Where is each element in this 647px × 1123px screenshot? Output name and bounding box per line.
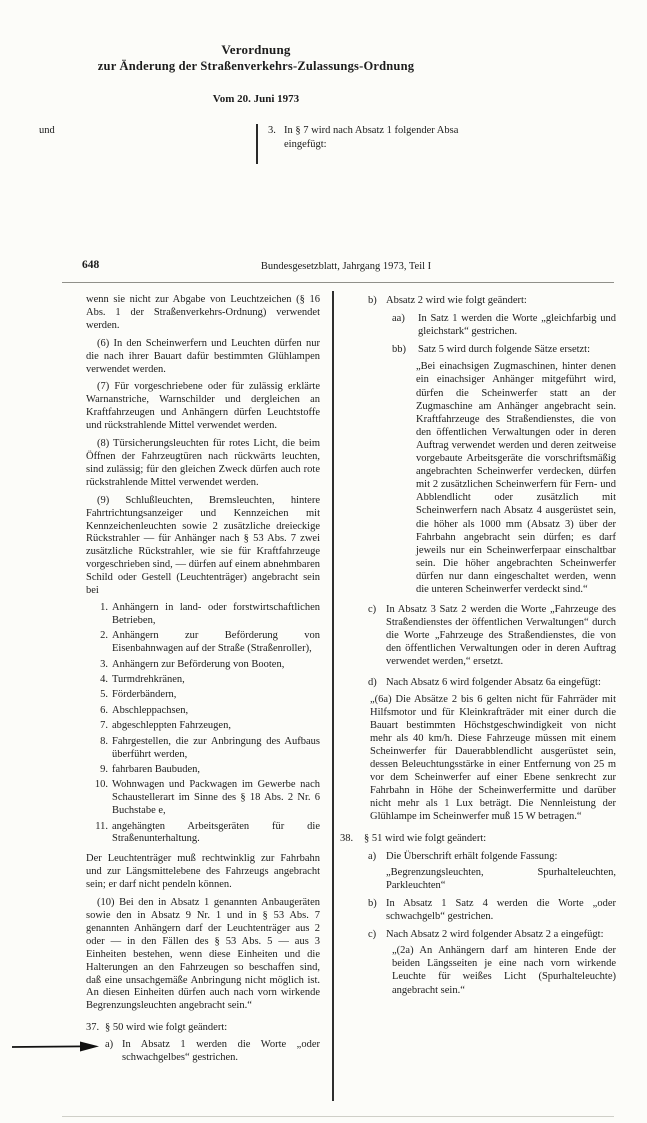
para-abs9: (9) Schlußleuchten, Bremsleuchten, hintere Fahrtrichtungsanzeiger und Kennzeichen mit Kennzeichenleuchten sowie 2 zusätzliche dreieckige Rückstrahler — für Anhänger nach § 53 Abs. 7 zwei zusätzliche Rückstrahler, wie sie für Kraftfahrzeuge vorgeschrieben sind, — dürfen auf einem abnehmbaren Schild oder Gestell (Leuchtenträger) angebracht sein bei bbox=[86, 494, 320, 597]
quote-heading-51: „Begrenzungsleuchten, Spurhalteleuchten, Parkleuchten“ bbox=[386, 866, 616, 891]
item-bb bbox=[392, 343, 616, 356]
item-37-number: 37. bbox=[86, 1022, 100, 1034]
quote-bb: „Bei einachsigen Zugmaschinen, hinter denen ein einachsiger Anhänger mitgeführt wird, dürfen die Scheinwerfer statt an der Zugmaschine am Anhänger angebracht sein. Kraftfahrzeuge des Straßendienstes, die von den öffentlichen Verwaltungen oder in deren Auftrag verwendet werden und deren zeitweise vorgebaute Arbeitsgeräte die vorschriftsmäßig angebrachten Scheinwerfer verdecken, dürfen mit 2 zusätzlichen Scheinwerfern für Fern- und Abblendlicht oder zusätzlich mit Scheinwerfern nach Absatz 4 ausgerüstet sein, die höher als 1000 mm (Absatz 3) über der Fahrbahn angebracht sein dürfen; es darf jeweils nur ein Scheinwerferpaar einschaltbar sein. Die höher angebrachten Scheinwerfer dürfen nur dann eingeschaltet werden, wenn die unteren Scheinwerfer verdeckt sind.“ bbox=[416, 361, 616, 595]
list-item-text: Abschleppachsen, bbox=[112, 704, 189, 716]
fragment-item-text bbox=[284, 124, 458, 152]
list-item-number: 4. bbox=[100, 673, 108, 685]
regulation-title: Verordnung bbox=[221, 42, 291, 57]
list-item-text: Fahrgestellen, die zur Anbringung des Aufbaus überführt werden, bbox=[112, 735, 320, 760]
list-item-text: Anhängern zur Beförderung von Eisenbahnwagen auf der Straße (Straßenroller), bbox=[112, 630, 320, 655]
regulation-heading-block bbox=[0, 42, 512, 105]
list-item-number: 9. bbox=[100, 763, 108, 775]
list-item-text: Turmdrehkränen, bbox=[112, 673, 185, 685]
list-item-number: 2. bbox=[100, 630, 108, 642]
item-38-text: § 51 wird wie folgt geändert: bbox=[364, 832, 487, 844]
list-item-7 bbox=[86, 720, 320, 733]
para-leuchtentraeger: Der Leuchtenträger muß rechtwinklig zur Fahrbahn und zur Längsmittelebene des Fahrzeugs angebracht sein; er darf nicht pendeln können. bbox=[86, 853, 320, 891]
list-item-number: 10. bbox=[94, 779, 108, 791]
item-38 bbox=[340, 832, 616, 845]
list-item-4 bbox=[86, 674, 320, 687]
item-b bbox=[368, 294, 616, 307]
item-38a bbox=[368, 850, 616, 863]
item-37a-text: In Absatz 1 werden die Worte „oder schwachgelbes“ gestrichen. bbox=[122, 1038, 320, 1063]
list-item-number: 8. bbox=[100, 735, 108, 747]
fragment-column-divider bbox=[256, 124, 258, 164]
item-d-label: d) bbox=[368, 676, 377, 688]
list-item-text: abgeschleppten Fahrzeugen, bbox=[112, 720, 231, 732]
list-item-text: Förderbändern, bbox=[112, 689, 177, 701]
para-abs8: (8) Türsicherungsleuchten für rotes Licht, die beim Öffnen der Fahrzeugtüren nach rückwärts leuchten, sind zulässig; für den gleichen Zweck dürfen auch rote rückstrahlende Mittel verwendet werden. bbox=[86, 438, 320, 488]
item-38b bbox=[368, 897, 616, 923]
list-item-10 bbox=[86, 779, 320, 818]
item-37-text: § 50 wird wie folgt geändert: bbox=[105, 1022, 228, 1034]
item-38c-label: c) bbox=[368, 929, 377, 941]
item-38a-label: a) bbox=[368, 850, 377, 862]
list-item-text: Anhängern zur Beförderung von Booten, bbox=[112, 658, 285, 670]
para-abs6: (6) In den Scheinwerfern und Leuchten dürfen nur die nach ihrer Bauart dafür bestimmten Glühlampen verwendet werden. bbox=[86, 337, 320, 375]
para-abs10: (10) Bei den in Absatz 1 genannten Anbaugeräten sowie den in Absatz 9 Nr. 1 und in § 53 Abs. 7 genannten Anhängern darf der Leuchtenträger aus 2 oder — in den Fällen des § 53 Abs. 5 — aus 3 Einheiten bestehen, wenn diese Einheiten und die Halterungen an den Fahrzeugen so beschaffen sind, daß eine unsachgemäße Anbringung nicht möglich ist. An diesen Einheiten dürfen auch nach vorn wirkende Begrenzungsleuchten angebracht sein.“ bbox=[86, 897, 320, 1012]
list-item-text: angehängten Arbeitsgeräten für die Straßenunterhaltung. bbox=[112, 820, 320, 845]
item-c-text: In Absatz 3 Satz 2 werden die Worte „Fahrzeuge des Straßendienstes der öffentlichen Verwaltungen“ durch die Worte „Fahrzeuge des Straßendienstes, die von den öffentlichen Verwaltungen oder in deren Auftrag verwendet werden,“ ersetzt. bbox=[386, 604, 616, 668]
item-38a-text: Die Überschrift erhält folgende Fassung: bbox=[386, 850, 558, 862]
item-aa-text: In Satz 1 werden die Worte „gleichfarbig und gleichstark“ gestrichen. bbox=[418, 313, 616, 338]
para-abs5-continuation: wenn sie nicht zur Abgabe von Leuchtzeichen (§ 16 Abs. 1 der Straßenverkehrs-Ordnung) verwendet werden. bbox=[86, 294, 320, 331]
item-b-label: b) bbox=[368, 295, 377, 306]
list-item-2 bbox=[86, 630, 320, 656]
list-item-3 bbox=[86, 659, 320, 672]
list-item-number: 7. bbox=[100, 720, 108, 732]
quote-2a: „(2a) An Anhängern darf am hinteren Ende der beiden Längsseiten je eine nach vorn wirkende Leuchte für weißes Licht (Spurhalteleuchte) angebracht sein.“ bbox=[392, 945, 616, 996]
item-bb-label: bb) bbox=[392, 344, 406, 356]
item-aa bbox=[392, 312, 616, 338]
regulation-subtitle: zur Änderung der Straßenverkehrs-Zulassungs-Ordnung bbox=[97, 59, 415, 73]
item-38b-text: In Absatz 1 Satz 4 werden die Worte „oder schwachgelb“ gestrichen. bbox=[386, 897, 616, 923]
item-d-text: Nach Absatz 6 wird folgender Absatz 6a eingefügt: bbox=[386, 676, 601, 688]
fragment-item-3 bbox=[268, 124, 568, 152]
footer-rule bbox=[62, 1116, 614, 1117]
list-item-9 bbox=[86, 764, 320, 777]
list-item-number: 3. bbox=[100, 658, 108, 670]
header-rule bbox=[62, 282, 614, 283]
item-37a-label: a) bbox=[105, 1038, 114, 1050]
running-title: Bundesgesetzblatt, Jahrgang 1973, Teil I bbox=[260, 261, 432, 272]
item-aa-label: aa) bbox=[392, 313, 405, 325]
item-d bbox=[368, 676, 616, 689]
list-item-8 bbox=[86, 736, 320, 762]
list-item-5 bbox=[86, 689, 320, 702]
item-38b-label: b) bbox=[368, 897, 377, 909]
continuation-word: und bbox=[39, 125, 55, 136]
item-38-number: 38. bbox=[340, 832, 354, 844]
quote-6a: „(6a) Die Absätze 2 bis 6 gelten nicht für Fahrräder mit Hilfsmotor und für Kleinkrafträder mit einer durch die Bauart bestimmten Höchstgeschwindigkeit von nicht mehr als 40 km/h. Diese Fahrzeuge müssen mit einem Scheinwerfer für Dauerabblendlicht ausgerüstet sein, dessen Beleuchtungsstärke in einer Entfernung von 25 m vor dem Scheinwerfer auf einer Ebene senkrecht zur Fahrbahn in Höhe der Scheinwerfermitte und darüber nicht mehr als 1 Lux beträgt. Die Nennleistung der Glühlampe im Scheinwerfer muß 15 W betragen.“ bbox=[370, 693, 616, 823]
right-column bbox=[340, 294, 616, 997]
regulation-date: Vom 20. Juni 1973 bbox=[212, 93, 300, 105]
left-column bbox=[86, 294, 320, 1064]
list-item-text: Wohnwagen und Packwagen im Gewerbe nach Schaustellerart im Sinne des § 18 Abs. 2 Nr. 6 Buchstabe e, bbox=[112, 779, 320, 817]
list-item-text: Anhängern in land- oder forstwirtschaftlichen Betrieben, bbox=[112, 601, 320, 626]
list-item-number: 1. bbox=[100, 601, 108, 613]
page-number: 648 bbox=[82, 259, 100, 271]
item-c bbox=[368, 603, 616, 668]
item-37a bbox=[105, 1039, 320, 1065]
item-37 bbox=[86, 1022, 320, 1035]
item-bb-text: Satz 5 wird durch folgende Sätze ersetzt: bbox=[418, 344, 591, 356]
fragment-item-number: 3. bbox=[268, 125, 276, 136]
item-38c-text: Nach Absatz 2 wird folgender Absatz 2 a eingefügt: bbox=[386, 929, 604, 941]
list-item-11 bbox=[86, 821, 320, 847]
list-item-6 bbox=[86, 705, 320, 718]
arrow-annotation bbox=[11, 1040, 99, 1053]
list-item-text: fahrbaren Baubuden, bbox=[112, 763, 201, 775]
list-item-number: 6. bbox=[100, 704, 108, 716]
para-abs7: (7) Für vorgeschriebene oder für zulässig erklärte Warnanstriche, Warnschilder und dergleichen an Kraftfahrzeugen und Anhängern dürfen Leuchtstoffe und rückstrahlende Mittel verwendet werden. bbox=[86, 381, 320, 432]
list-item-1 bbox=[86, 602, 320, 628]
list-item-number: 5. bbox=[100, 689, 108, 701]
list-item-number: 11. bbox=[95, 820, 108, 832]
column-divider bbox=[332, 291, 334, 1101]
fragment-item-line1: In § 7 wird nach Absatz 1 folgender Absa bbox=[284, 125, 459, 136]
fragment-item-line2: eingefügt: bbox=[284, 139, 327, 150]
item-b-text: Absatz 2 wird wie folgt geändert: bbox=[386, 295, 527, 306]
item-c-label: c) bbox=[368, 604, 377, 616]
item-38c bbox=[368, 928, 616, 941]
